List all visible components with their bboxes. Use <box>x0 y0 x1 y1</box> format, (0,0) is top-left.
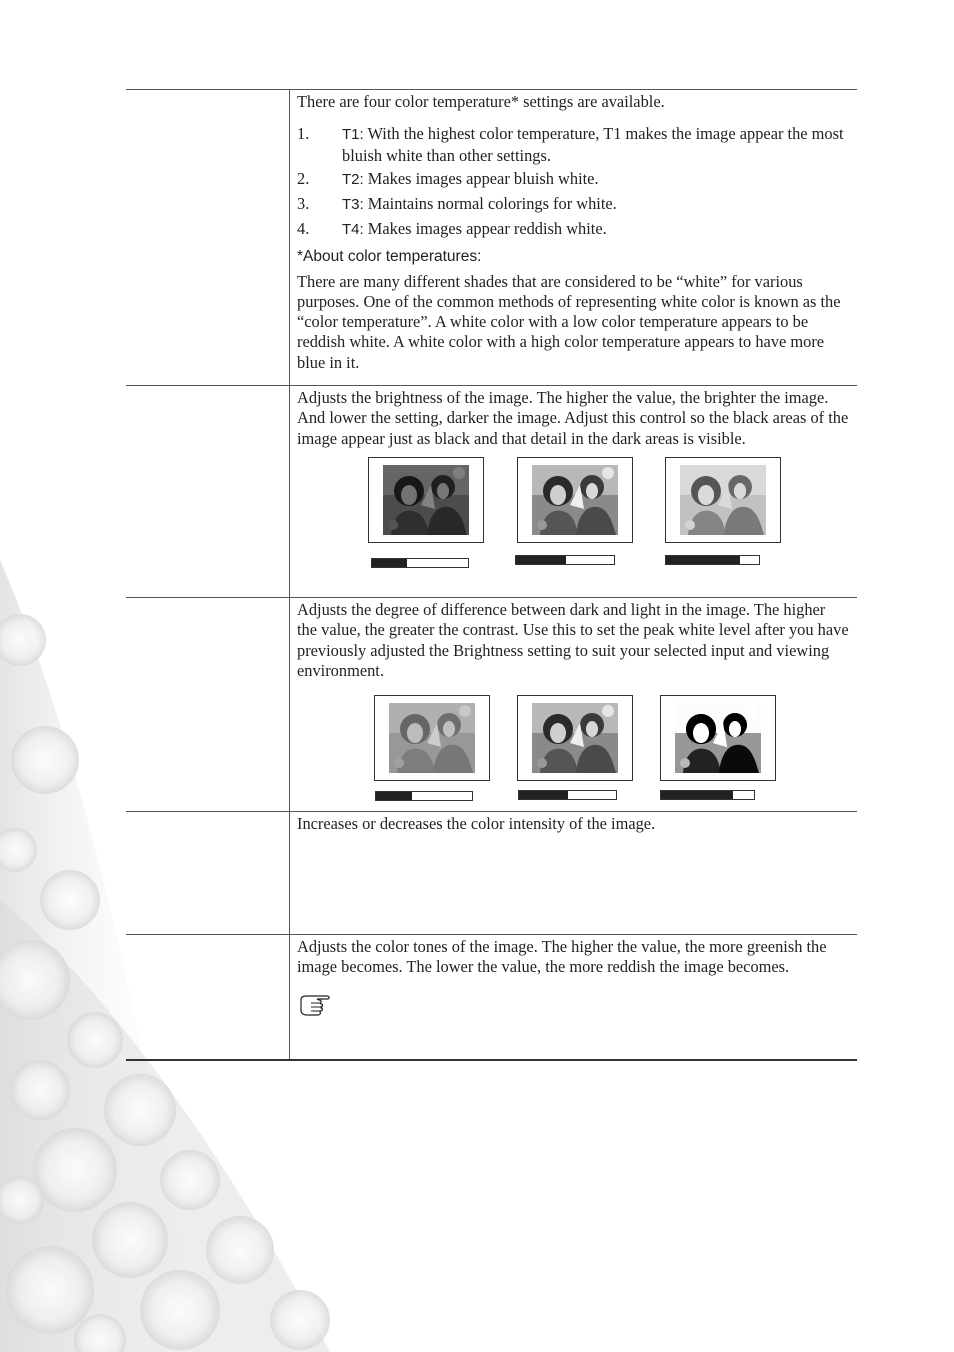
label-cell <box>126 90 290 385</box>
list-desc: With the highest color temperature, T1 makes the image appear the most bluish white than other settings. <box>342 124 844 165</box>
sample-photo <box>389 703 475 773</box>
row-tint <box>126 934 857 1059</box>
contrast-level-bar-mid <box>518 790 617 800</box>
contrast-example-mid <box>517 695 633 781</box>
content-cell <box>290 598 857 811</box>
row-color <box>126 811 857 934</box>
brightness-example-high <box>665 457 781 543</box>
intro-text: There are four color temperature* settings are available. <box>297 92 665 111</box>
level-fill <box>376 792 412 800</box>
label-cell <box>126 812 290 934</box>
contrast-examples <box>297 695 849 813</box>
about-heading: *About color temperatures: <box>297 248 482 266</box>
row-contrast <box>126 597 857 811</box>
list-number: 3. <box>297 194 310 214</box>
list-text <box>342 169 599 190</box>
list-number: 1. <box>297 124 310 144</box>
list-number: 4. <box>297 218 310 238</box>
brightness-example-mid <box>517 457 633 543</box>
list-term: T1: <box>342 126 364 144</box>
pointing-hand-note-icon <box>297 994 335 1016</box>
color-text: Increases or decreases the color intensity of the image. <box>297 814 656 833</box>
row-color-temperature <box>126 90 857 385</box>
list-term: T2: <box>342 171 364 189</box>
example-frame <box>660 695 776 781</box>
example-frame <box>517 457 633 543</box>
example-frame <box>517 695 633 781</box>
content-cell <box>290 935 857 1059</box>
sample-photo <box>675 703 761 773</box>
list-item <box>297 124 849 166</box>
level-fill <box>516 556 566 564</box>
sample-photo <box>383 465 469 535</box>
list-text <box>342 124 849 166</box>
sample-photo <box>680 465 766 535</box>
list-number: 2. <box>297 169 310 189</box>
sample-photo <box>532 465 618 535</box>
label-cell <box>126 598 290 811</box>
brightness-level-bar-low <box>371 558 469 568</box>
list-desc: Makes images appear bluish white. <box>363 169 599 189</box>
list-item <box>297 219 849 240</box>
content-cell <box>290 386 857 597</box>
sample-photo <box>532 703 618 773</box>
about-text: There are many different shades that are considered to be “white” for various purposes. One of the common methods of representing white color is known as the “color temperature”. A white color with a low color temperature appears to be reddish white. A white color with a high color temperature appears to have more blue in it. <box>297 271 841 372</box>
example-frame <box>374 695 490 781</box>
contrast-level-bar-low <box>375 791 473 801</box>
content-cell <box>290 812 857 934</box>
brightness-level-bar-mid <box>515 555 615 565</box>
brightness-text: Adjusts the brightness of the image. The higher the value, the brighter the image. And lower the setting, darker the image. Adjust this control so the black areas of the image appear just as black and that detail in the dark areas is visible. <box>297 388 849 448</box>
brightness-level-bar-high <box>665 555 760 565</box>
list-desc: Maintains normal colorings for white. <box>363 194 617 214</box>
contrast-example-low <box>374 695 490 781</box>
label-cell <box>126 935 290 1059</box>
settings-table <box>126 89 857 1061</box>
contrast-text: Adjusts the degree of difference between dark and light in the image. The higher the value, the greater the contrast. Use this to set the peak white level after you have previously adjusted the Brightness setting to suit your selected input and viewing environment. <box>297 600 849 680</box>
list-item <box>297 194 849 215</box>
level-fill <box>372 559 407 567</box>
list-desc: Makes images appear reddish white. <box>363 218 607 238</box>
level-fill <box>519 791 568 799</box>
label-cell <box>126 386 290 597</box>
level-fill <box>666 556 740 564</box>
tint-text: Adjusts the color tones of the image. The higher the value, the more greenish the image becomes. The lower the value, the more reddish the image becomes. <box>297 937 827 977</box>
brightness-example-low <box>368 457 484 543</box>
contrast-level-bar-high <box>660 790 755 800</box>
list-text <box>342 219 607 240</box>
level-fill <box>661 791 733 799</box>
row-brightness <box>126 385 857 597</box>
list-item <box>297 169 849 190</box>
contrast-example-high <box>660 695 776 781</box>
temperature-list <box>297 124 849 240</box>
content-cell <box>290 90 857 385</box>
list-term: T3: <box>342 196 364 214</box>
brightness-examples <box>297 457 849 575</box>
list-text <box>342 194 617 215</box>
list-term: T4: <box>342 220 364 238</box>
example-frame <box>665 457 781 543</box>
example-frame <box>368 457 484 543</box>
